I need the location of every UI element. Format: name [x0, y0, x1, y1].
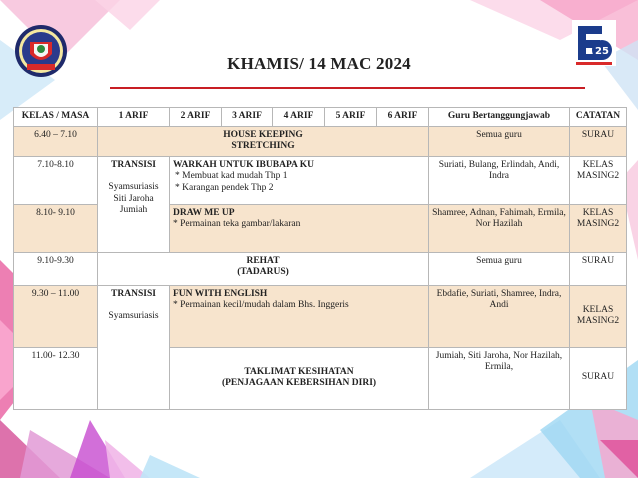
logo-number: 25 — [595, 46, 609, 57]
activity-subtitle: (TADARUS) — [237, 267, 289, 277]
table-row — [14, 252, 627, 285]
table-row — [14, 156, 627, 204]
activity-cell — [170, 347, 429, 409]
time-cell: 9.10-9.30 — [14, 252, 98, 285]
header-catatan: CATATAN — [570, 108, 627, 127]
guru-cell: Shamree, Adnan, Fahimah, Ermila, Nor Hazilah — [429, 204, 570, 252]
activity-title: FUN WITH ENGLISH — [173, 288, 268, 299]
header-1-arif: 1 ARIF — [98, 108, 170, 127]
activity-cell — [170, 204, 429, 252]
time-cell: 8.10- 9.10 — [14, 204, 98, 252]
time-cell: 7.10-8.10 — [14, 156, 98, 204]
activity-cell — [170, 285, 429, 347]
activity-cell — [98, 126, 429, 156]
table-row — [14, 126, 627, 156]
activity-item: * Karangan pendek Thp 2 — [175, 182, 274, 193]
header-3-arif: 3 ARIF — [222, 108, 273, 127]
catatan-cell: KELAS MASING2 — [570, 204, 627, 252]
header-2-arif: 2 ARIF — [170, 108, 222, 127]
time-cell: 6.40 – 7.10 — [14, 126, 98, 156]
guru-cell: Semua guru — [429, 126, 570, 156]
activity-title: DRAW ME UP — [173, 207, 235, 218]
header-kelas: KELAS / MASA — [14, 108, 98, 127]
table-header-row — [14, 108, 627, 127]
activity-subtitle: (PENJAGAAN KEBERSIHAN DIRI) — [221, 378, 377, 388]
schedule-table — [13, 107, 627, 410]
activity-item: * Permainan teka gambar/lakaran — [173, 219, 301, 229]
page-title: KHAMIS/ 14 MAC 2024 — [227, 54, 411, 73]
activity-title: HOUSE KEEPING — [223, 129, 303, 140]
activity-item: * Membuat kad mudah Thp 1 — [175, 171, 288, 181]
header-guru: Guru Bertanggungjawab — [429, 108, 570, 127]
guru-cell: Semua guru — [429, 252, 570, 285]
activity-subtitle: STRETCHING — [231, 141, 295, 151]
activity-cell — [98, 252, 429, 285]
title-underline — [110, 87, 585, 89]
catatan-cell: SURAU — [570, 126, 627, 156]
activity-cell — [170, 156, 429, 204]
time-cell: 11.00- 12.30 — [14, 347, 98, 409]
transisi-cell — [98, 156, 170, 252]
transisi-title: TRANSISI — [111, 288, 156, 299]
transisi-cell — [98, 285, 170, 409]
transisi-title: TRANSISI — [111, 159, 156, 170]
activity-item: * Permainan kecil/mudah dalam Bhs. Inggeris — [173, 300, 349, 310]
time-cell: 9.30 – 11.00 — [14, 285, 98, 347]
activity-title: REHAT — [246, 255, 280, 266]
guru-cell: Suriati, Bulang, Erlindah, Andi, Indra — [429, 156, 570, 204]
activity-title: TAKLIMAT KESIHATAN — [244, 366, 354, 377]
table-row — [14, 285, 627, 347]
guru-cell: Jumiah, Siti Jaroha, Nor Hazilah, Ermila, — [429, 347, 570, 409]
catatan-cell: SURAU — [570, 252, 627, 285]
activity-title: WARKAH UNTUK IBUBAPA KU — [173, 159, 315, 170]
header-4-arif: 4 ARIF — [273, 108, 325, 127]
guru-cell: Ebdafie, Suriati, Shamree, Indra, Andi — [429, 285, 570, 347]
header-6-arif: 6 ARIF — [377, 108, 429, 127]
transisi-teachers: Syamsuriasis — [108, 311, 159, 321]
catatan-cell: KELAS MASING2 — [570, 285, 627, 347]
catatan-cell: SURAU — [570, 347, 627, 409]
transisi-teachers: Syamsuriasis Siti Jaroha Jumiah — [108, 182, 159, 215]
header-5-arif: 5 ARIF — [325, 108, 377, 127]
catatan-cell: KELAS MASING2 — [570, 156, 627, 204]
